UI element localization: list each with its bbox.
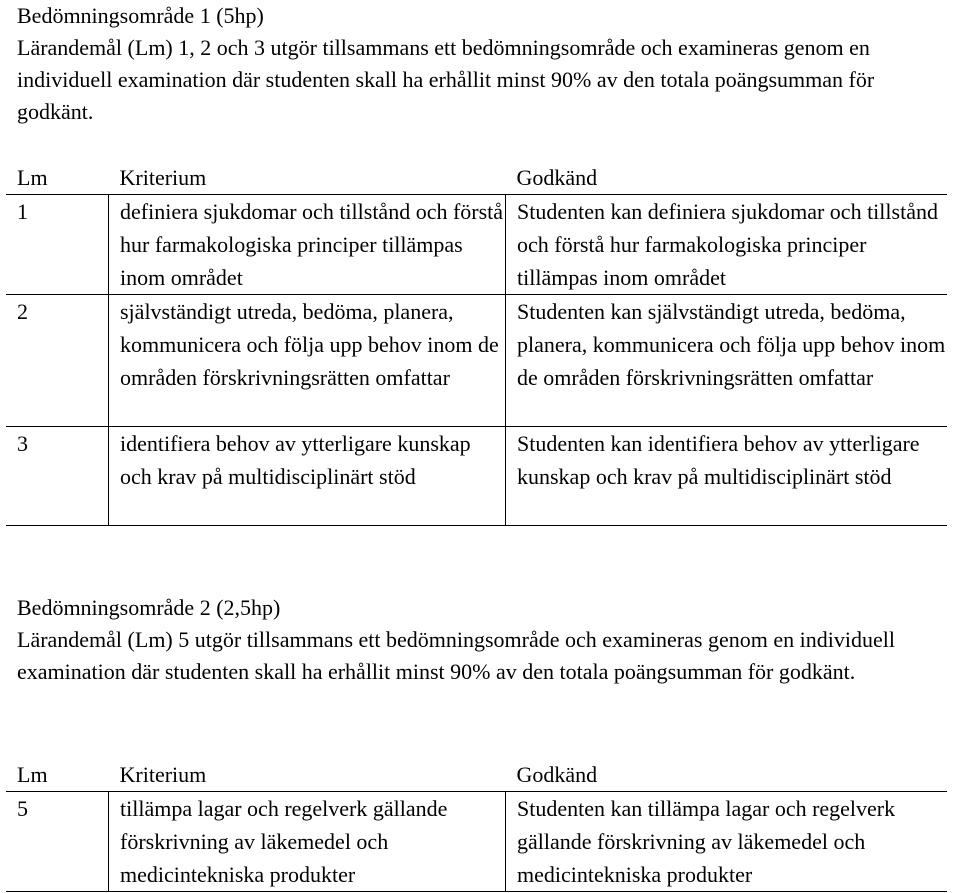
- section-description: Lärandemål (Lm) 5 utgör tillsammans ett bedömningsområde och examineras genom en individuell examination där studenten skall ha erhållit minst 90% av den totala poängsumman för godkänt.: [17, 627, 895, 684]
- assessment-area-2: [17, 592, 952, 688]
- criteria-table-2: [6, 758, 947, 892]
- table-row: [6, 195, 947, 295]
- table-header-row: [6, 758, 947, 792]
- table-row: [6, 427, 947, 526]
- cell-lm: 1: [6, 195, 109, 295]
- cell-kriterium: identifiera behov av ytterligare kunskap och krav på multidisciplinärt stöd: [109, 427, 506, 526]
- column-header-lm: Lm: [17, 165, 48, 190]
- cell-godkand: Studenten kan identifiera behov av ytterligare kunskap och krav på multidisciplinärt stöd: [506, 427, 948, 526]
- cell-godkand: Studenten kan självständigt utreda, bedöma, planera, kommunicera och följa upp behov inom de områden förskrivningsrätten omfattar: [506, 295, 948, 427]
- criteria-table-1: [6, 161, 947, 526]
- cell-godkand: Studenten kan definiera sjukdomar och tillstånd och förstå hur farmakologiska principer tillämpas inom området: [506, 195, 948, 295]
- assessment-area-1: [17, 0, 952, 128]
- section-description: Lärandemål (Lm) 1, 2 och 3 utgör tillsammans ett bedömningsområde och examineras genom en individuell examination där studenten skall ha erhållit minst 90% av den totala poängsumman för godkänt.: [17, 35, 875, 124]
- cell-godkand: Studenten kan tillämpa lagar och regelverk gällande förskrivning av läkemedel och medicintekniska produkter: [506, 792, 948, 892]
- cell-kriterium: tillämpa lagar och regelverk gällande förskrivning av läkemedel och medicintekniska produkter: [109, 792, 506, 892]
- cell-lm: 3: [6, 427, 109, 526]
- column-header-kriterium: Kriterium: [119, 762, 207, 787]
- column-header-godkand: Godkänd: [516, 762, 598, 787]
- cell-lm: 2: [6, 295, 109, 427]
- column-header-lm: Lm: [17, 762, 48, 787]
- column-header-kriterium: Kriterium: [119, 165, 207, 190]
- section-heading: Bedömningsområde 1 (5hp): [17, 3, 264, 28]
- table-header-row: [6, 161, 947, 195]
- table-row: [6, 792, 947, 892]
- column-header-godkand: Godkänd: [516, 165, 598, 190]
- section-heading: Bedömningsområde 2 (2,5hp): [17, 595, 281, 620]
- cell-kriterium: definiera sjukdomar och tillstånd och förstå hur farmakologiska principer tillämpas inom området: [109, 195, 506, 295]
- table-row: [6, 295, 947, 427]
- cell-lm: 5: [6, 792, 109, 892]
- cell-kriterium: självständigt utreda, bedöma, planera, kommunicera och följa upp behov inom de områden förskrivningsrätten omfattar: [109, 295, 506, 427]
